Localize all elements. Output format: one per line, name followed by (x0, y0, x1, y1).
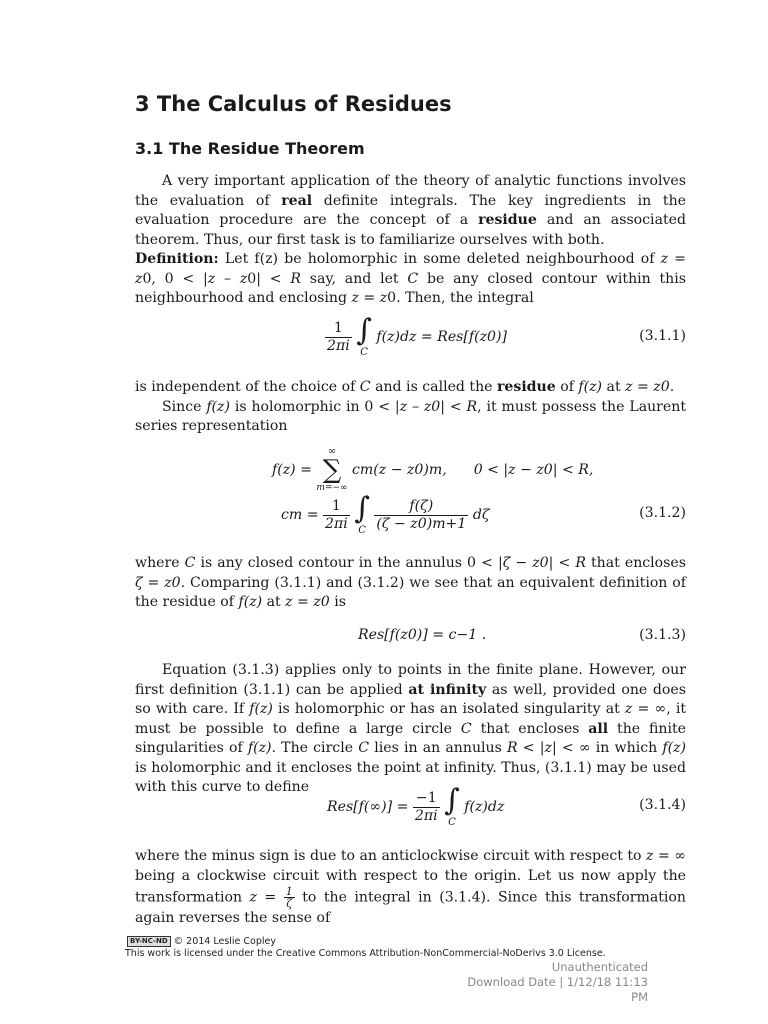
equation-number: (3.1.1) (639, 328, 686, 344)
equation-3-1-4: Res[f(∞)] = $\frac{-1}{2\pi i}$ ∫ C f(z)dz (327, 783, 505, 828)
chapter-title: 3 The Calculus of Residues (135, 92, 452, 116)
cc-license-icon[interactable]: BY-NC-ND (127, 936, 171, 947)
watermark-download-date: Download Date | 1/12/18 11:13 PM (467, 975, 648, 1004)
contour-integral-sign: ∫ C (444, 783, 460, 828)
infinity-paragraph: Equation (3.1.3) applies only to points in the finite plane. However, our first definition (3.1.1) can be applied at infinity as well, provided one does so with care. If f(z) is holomorphic or has an isolated singularity at z = ∞, it must be possible to define a large circle C that encloses all the finite singularities of f(z). The circle C lies in an annulus R < |z| < ∞ in which f(z) is holomorphic and it encloses the point at infinity. Thus, (3.1.1) may be used with this curve to define (135, 662, 687, 795)
watermark-status: Unauthenticated (551, 960, 648, 974)
bold-residue: residue (497, 379, 556, 395)
definition-label: Definition: (135, 251, 219, 267)
text-span: and an associated theorem. Thus, our first task is to familiarize ourselves with both. (135, 212, 686, 248)
equation-number: (3.1.2) (639, 505, 686, 521)
equation-body: f(z)dz = Res[f(z0)] (376, 329, 508, 345)
bold-residue: residue (478, 212, 537, 228)
equation-laurent-series: f(z) = ∞ ∑ m=−∞ cm(z − z0)m, 0 < |z − z0| < R, (272, 446, 594, 493)
intro-paragraph (135, 172, 686, 309)
contour-integral-sign: ∫ C (356, 313, 372, 358)
bold-all: all (588, 720, 609, 737)
laurent-paragraph: Since f(z) is holomorphic in 0 < |z – z0| < R, it must possess the Laurent series representation (135, 398, 686, 434)
residue-paragraph: is independent of the choice of C and is called the residue of f(z) at z = z0. Since f(z) is holomorphic in 0 < |z – z0| < R, it must possess the Laurent series representation (135, 378, 686, 437)
annulus-paragraph: where C is any closed contour in the annulus 0 < |ζ − z0| < R that encloses ζ = z0. Comparing (3.1.1) and (3.1.2) we see that an equivalent definition of the residue of f(z) at z = z0 is (135, 555, 686, 610)
copyright-text: © 2014 Leslie Copley (173, 936, 277, 947)
summation-sign: ∞ ∑ m=−∞ (316, 446, 348, 493)
fraction: $\frac{1}{2\pi i}$ (327, 319, 350, 354)
text-span: A very important application of the theory of analytic functions involves the evaluation of (135, 173, 686, 209)
license-text: This work is licensed under the Creative Commons Attribution-NonCommercial-NoDerivs 3.0 License. (125, 948, 606, 959)
equation-3-1-3: Res[f(z0)] = c−1 . (358, 627, 487, 643)
contour-integral-sign: ∫ C (354, 491, 370, 536)
equation-number: (3.1.4) (639, 797, 686, 813)
section-title: 3.1 The Residue Theorem (135, 139, 365, 158)
definition-paragraph: Definition: Let f(z) be holomorphic in some deleted neighbourhood of z = z0, 0 < |z – z0| < R say, and let C be any closed contour within this neighbourhood and enclosing z = z0. Then, the integral (135, 251, 686, 306)
equation-3-1-1 (325, 313, 508, 358)
bold-at-infinity: at infinity (408, 681, 487, 698)
license-footer (125, 936, 606, 960)
equation-number: (3.1.3) (639, 627, 686, 643)
transformation-paragraph: where the minus sign is due to an anticlockwise circuit with respect to z = ∞ being a clockwise circuit with respect to the origin. Let us now apply the transformation z = $\frac{1}{\zeta}$ to the integral in (3.1.4). Since this transformation again reverses the sense of (135, 848, 687, 926)
text-span: definite integrals. The key ingredients in the evaluation procedure are the concept of a (135, 192, 686, 228)
equation-3-1-2: cm = $\frac{1}{2\pi i}$ ∫ C $\frac{f(\zeta)}{(\zeta - z0)m+1}$ dζ (281, 491, 490, 536)
bold-real: real (281, 192, 313, 209)
